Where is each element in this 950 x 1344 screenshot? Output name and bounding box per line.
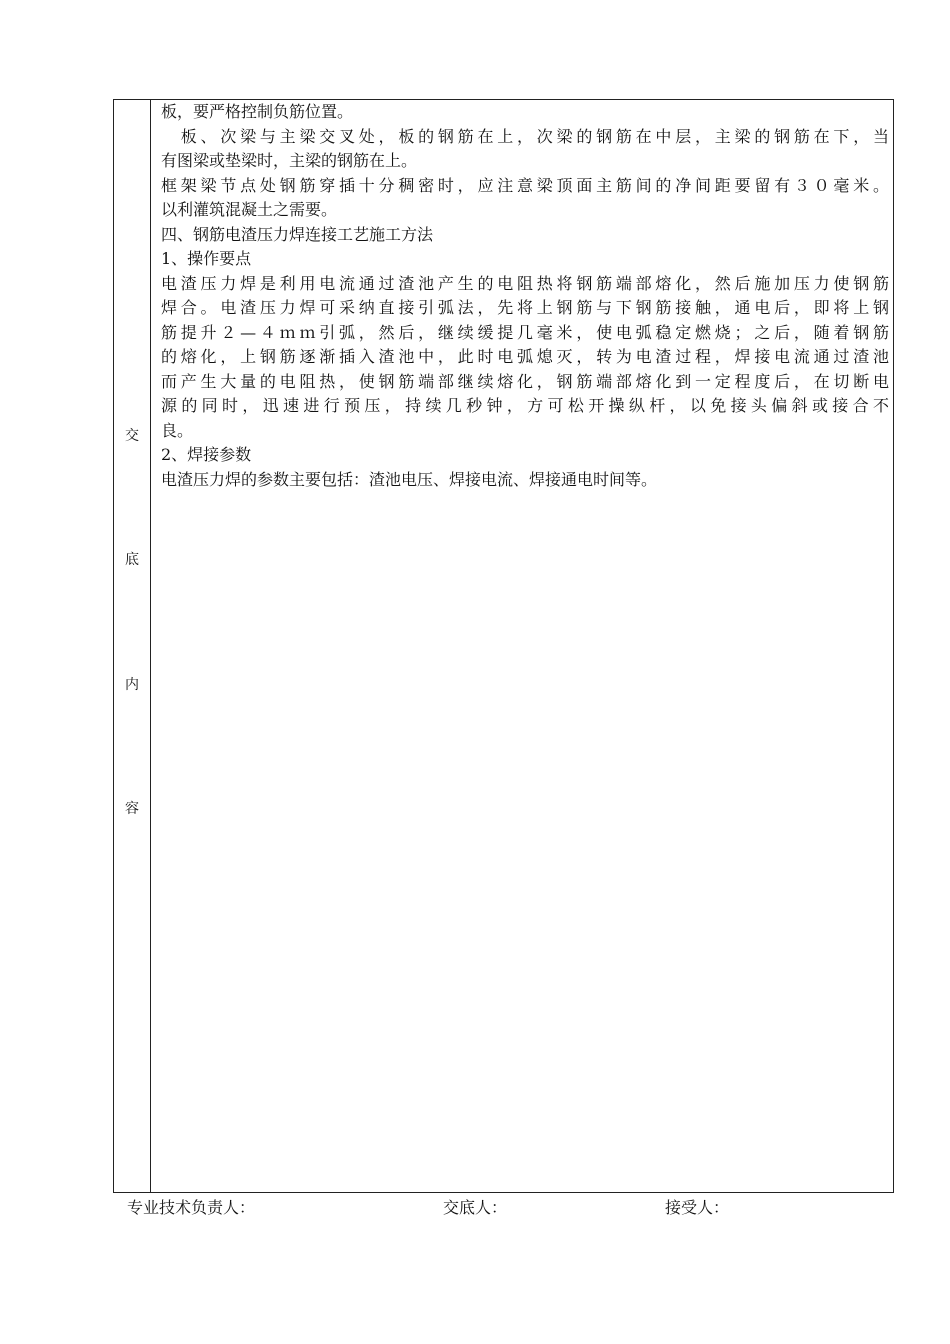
tech-lead-signature-label: 专业技术负责人： — [127, 1198, 256, 1217]
content-line: 筋提升２—４ｍｍ引弧，然后，继续缓提几毫米，使电弧稳定燃烧；之后，随着钢筋 — [161, 322, 889, 342]
content-line: 而产生大量的电阻热，使钢筋端部继续熔化，钢筋端部熔化到一定程度后，在切断电 — [161, 371, 889, 391]
content-line: 的熔化，上钢筋逐渐插入渣池中，此时电弧熄灭，转为电渣过程，焊接电流通过渣池 — [161, 347, 889, 366]
content-line: 电渣压力焊是利用电流通过渣池产生的电阻热将钢筋端部熔化，然后施加压力使钢筋 — [161, 273, 889, 293]
disclosure-content — [161, 100, 889, 492]
subsection-heading: 1、操作要点 — [161, 249, 252, 268]
section-label-char: 容 — [125, 801, 139, 817]
content-line: 板，要严格控制负筋位置。 — [161, 102, 354, 121]
content-line: 框架梁节点处钢筋穿插十分稠密时，应注意梁顶面主筋间的净间距要留有３０毫米。 — [161, 175, 889, 195]
section-label-char: 底 — [125, 552, 139, 568]
subsection-heading: 2、焊接参数 — [161, 445, 252, 464]
section-label-char: 内 — [125, 677, 139, 693]
content-line: 焊合。电渣压力焊可采纳直接引弧法，先将上钢筋与下钢筋接触，通电后，即将上钢 — [161, 298, 889, 317]
content-line: 电渣压力焊的参数主要包括：渣池电压、焊接电流、焊接通电时间等。 — [161, 469, 658, 489]
content-line: 有图梁或垫梁时，主梁的钢筋在上。 — [161, 151, 418, 170]
section-heading: 四、钢筋电渣压力焊连接工艺施工方法 — [161, 224, 434, 244]
content-line: 良。 — [161, 420, 194, 440]
section-label-column — [114, 100, 151, 1192]
receiver-signature-label: 接受人： — [665, 1198, 730, 1217]
content-line: 板、次梁与主梁交叉处，板的钢筋在上，次梁的钢筋在中层，主梁的钢筋在下，当 — [161, 126, 889, 146]
discloser-signature-label: 交底人： — [443, 1198, 508, 1217]
content-line: 源的同时，迅速进行预压，持续几秒钟，方可松开操纵杆，以免接头偏斜或接合不 — [161, 396, 889, 415]
disclosure-table — [113, 99, 894, 1193]
content-line: 以利灌筑混凝土之需要。 — [161, 200, 338, 219]
section-label-char: 交 — [125, 428, 139, 444]
